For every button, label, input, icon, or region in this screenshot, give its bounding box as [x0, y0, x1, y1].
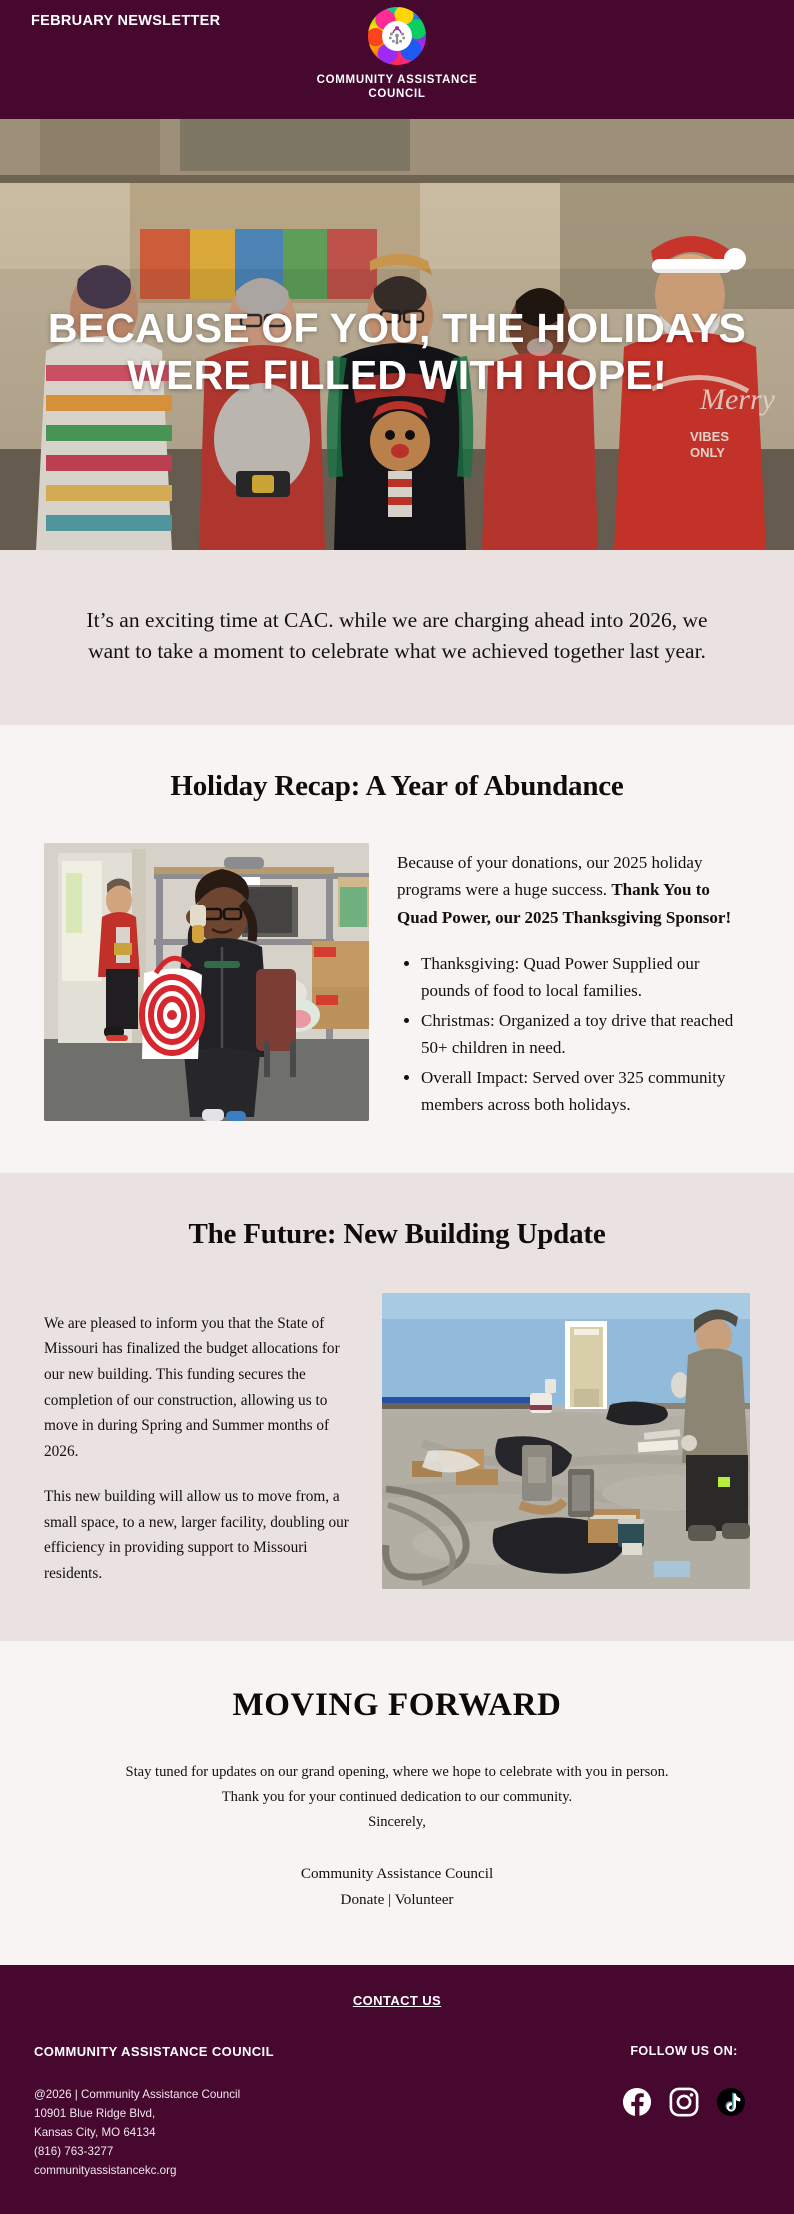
footer-org-block [34, 2044, 274, 2180]
svg-text:ONLY: ONLY [690, 445, 725, 460]
svg-text:VIBES: VIBES [690, 429, 730, 444]
footer-columns [34, 2044, 760, 2180]
signature-org: Community Assistance Council [300, 1865, 494, 1883]
moving-forward-closing [60, 1760, 734, 1835]
page-header [0, 0, 794, 119]
brand-name [0, 73, 794, 102]
hero-headline: BECAUSE OF YOU, THE HOLIDAYS WERE FILLED WITH HOPE! [47, 305, 747, 398]
new-building-paragraph-2: This new building will allow us to move from, a small space, to a new, larger facility, doubling our efficiency in providing support to Missouri residents. [44, 1488, 349, 1582]
closing-line-3: Sincerely, [368, 1814, 426, 1831]
list-item: • Christmas: Organized a toy drive that reached 50+ children in need. [421, 1007, 750, 1062]
footer-address-line-2: Kansas City, MO 64134 [34, 2126, 156, 2140]
new-building-section [0, 1173, 794, 1641]
new-building-text [44, 1293, 354, 1586]
holiday-recap-heading: Holiday Recap: A Year of Abundance [170, 769, 624, 802]
instagram-link[interactable] [669, 2087, 699, 2117]
cac-people-glyph-icon [382, 21, 412, 51]
follow-us-block [622, 2044, 760, 2180]
new-building-photo [382, 1293, 750, 1589]
contact-us-link[interactable]: CONTACT US [352, 1993, 442, 2009]
brand-name-line-1: COMMUNITY ASSISTANCE [316, 74, 478, 86]
follow-us-label: FOLLOW US ON: [630, 2044, 738, 2059]
intro-paragraph: It’s an exciting time at CAC. while we are charging ahead into 2026, we want to take a moment to celebrate what we achieved together last year. [86, 608, 708, 663]
brand-name-line-2: COUNCIL [368, 88, 426, 101]
footer-website[interactable]: communityassistancekc.org [34, 2163, 177, 2177]
footer-copyright: @2026 | Community Assistance Council [34, 2088, 241, 2102]
svg-text:Merry: Merry [700, 383, 775, 416]
new-building-heading: The Future: New Building Update [188, 1217, 606, 1250]
new-building-body [0, 1293, 794, 1589]
action-links [60, 1887, 734, 1913]
tiktok-link[interactable] [716, 2087, 746, 2117]
closing-line-2: Thank you for your continued dedication to our community. [221, 1789, 573, 1805]
hero-banner [0, 119, 794, 550]
footer-org-name: COMMUNITY ASSISTANCE COUNCIL [34, 2044, 274, 2060]
holiday-recap-text [397, 843, 750, 1121]
facebook-link[interactable] [622, 2087, 652, 2117]
footer-address-line-1: 10901 Blue Ridge Blvd, [34, 2107, 156, 2121]
holiday-recap-paragraph [397, 849, 750, 932]
moving-forward-heading: MOVING FORWARD [232, 1686, 562, 1723]
footer-address-block [34, 2086, 274, 2180]
holiday-recap-sponsor-thanks: Thank You to Quad Power, our 2025 Thanksgiving Sponsor! [397, 880, 732, 927]
facebook-icon [622, 2087, 652, 2117]
intro-section [0, 550, 794, 725]
holiday-recap-body [0, 843, 794, 1121]
list-item: • Thanksgiving: Quad Power Supplied our pounds of food to local families. [421, 950, 750, 1005]
newsletter-label: FEBRUARY NEWSLETTER [31, 13, 221, 29]
donate-link[interactable]: Donate [340, 1891, 385, 1909]
volunteer-link[interactable]: Volunteer [394, 1891, 454, 1909]
holiday-recap-bullet-list [397, 950, 750, 1119]
cac-rainbow-burst-logo-icon [368, 7, 426, 65]
closing-line-1: Stay tuned for updates on our grand opening, where we hope to celebrate with you in person. [125, 1763, 669, 1780]
brand-block [0, 7, 794, 102]
moving-forward-signoff [60, 1861, 734, 1913]
holiday-recap-lead: Because of your donations, our 2025 holiday programs were a huge success. [397, 852, 703, 900]
tiktok-icon [716, 2087, 746, 2117]
moving-forward-section [0, 1641, 794, 1966]
page-footer [0, 1965, 794, 2214]
instagram-icon [669, 2087, 699, 2117]
holiday-recap-photo [44, 843, 369, 1121]
holiday-recap-section [0, 725, 794, 1173]
footer-phone[interactable]: (816) 763-3277 [34, 2144, 114, 2158]
list-item: • Overall Impact: Served over 325 community members across both holidays. [421, 1064, 750, 1119]
social-links-row [622, 2087, 746, 2117]
new-building-paragraph-1: We are pleased to inform you that the State of Missouri has finalized the budget allocations for our new building. This funding secures the completion of our construction, allowing us to move in during Spring and Summer months of 2026. [44, 1314, 340, 1460]
link-separator: | [384, 1891, 395, 1909]
